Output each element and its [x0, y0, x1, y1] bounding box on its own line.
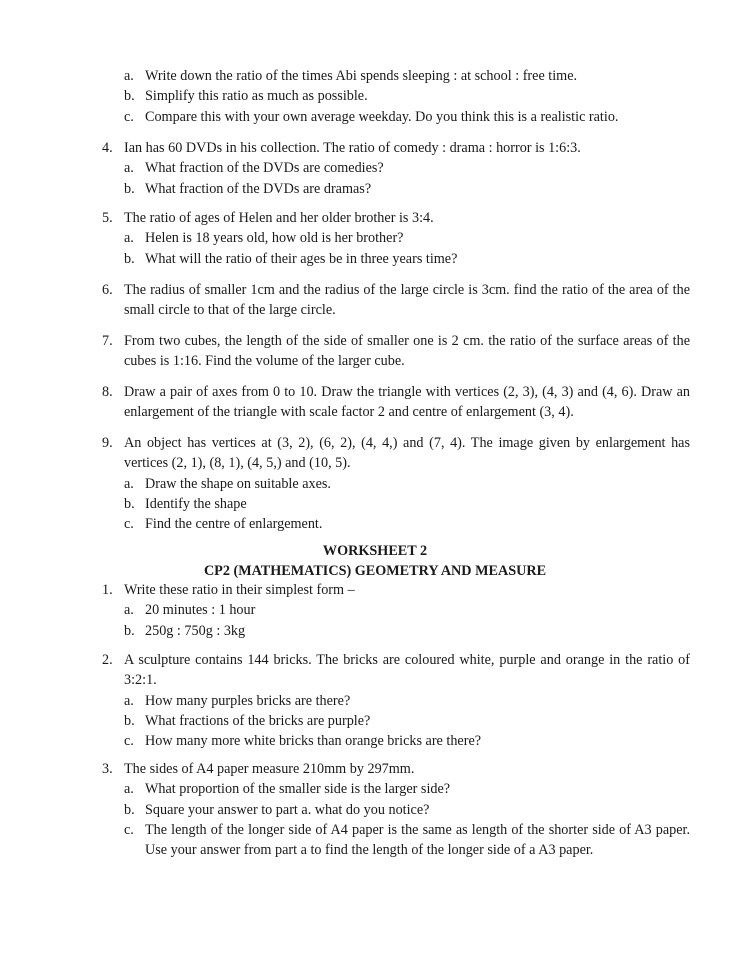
sub-question-text: What fraction of the DVDs are dramas? — [145, 180, 372, 197]
sub-question — [102, 711, 690, 731]
question-text: A sculpture contains 144 bricks. The bricks are coloured white, purple and orange in the ratio of 3:2:1. — [124, 652, 690, 689]
sub-question-text: 250g : 750g : 3kg — [145, 622, 246, 639]
sub-question-letter: c. — [124, 733, 134, 750]
sub-question — [102, 249, 690, 269]
question-number: 2. — [102, 652, 113, 668]
question-number: 3. — [102, 761, 113, 777]
sub-question-text: What fraction of the DVDs are comedies? — [145, 160, 384, 177]
sub-question-text: How many more white bricks than orange bricks are there? — [145, 733, 482, 750]
sub-question — [102, 600, 690, 620]
question — [102, 759, 690, 860]
sub-question — [102, 86, 690, 106]
question-text: From two cubes, the length of the side of smaller one is 2 cm. the ratio of the surface areas of the cubes is 1:16. Find the volume of the larger cube. — [124, 333, 690, 370]
sub-question — [102, 66, 690, 86]
sub-question — [102, 691, 690, 711]
sub-question-text: Square your answer to part a. what do you notice? — [145, 801, 430, 818]
sub-question-letter: a. — [124, 230, 134, 247]
worksheet-subtitle: CP2 (MATHEMATICS) GEOMETRY AND MEASURE — [203, 563, 547, 579]
sub-question-text: Identify the shape — [145, 495, 247, 512]
question-line — [102, 650, 690, 691]
sub-question — [102, 474, 690, 494]
sub-question-letter: b. — [124, 88, 135, 105]
sub-question-letter: a. — [124, 602, 134, 619]
sub-question — [102, 514, 690, 534]
question — [102, 433, 690, 534]
sub-question-letter: a. — [124, 692, 134, 709]
question-line — [102, 331, 690, 372]
sub-question — [102, 494, 690, 514]
sub-question-text: 20 minutes : 1 hour — [145, 602, 256, 619]
question-line — [102, 759, 690, 779]
question-line — [102, 382, 690, 423]
sub-question-text: Simplify this ratio as much as possible. — [145, 88, 368, 105]
question-line — [102, 433, 690, 474]
question-3-continuation — [102, 66, 690, 127]
question-line — [102, 280, 690, 321]
sub-question-letter: b. — [124, 495, 135, 512]
sub-question-text: Draw the shape on suitable axes. — [145, 475, 331, 492]
question-number: 8. — [102, 384, 113, 400]
question-number: 9. — [102, 435, 113, 451]
sub-question — [102, 107, 690, 127]
question-text: The radius of smaller 1cm and the radius of the large circle is 3cm. find the ratio of the area of the small circle to that of the large circle. — [124, 282, 690, 319]
sub-question-letter: b. — [124, 622, 135, 639]
question-text: Ian has 60 DVDs in his collection. The ratio of comedy : drama : horror is 1:6:3. — [124, 140, 581, 156]
sub-question-text: What fractions of the bricks are purple? — [145, 712, 371, 729]
sub-question-letter: b. — [124, 180, 135, 197]
question — [102, 650, 690, 751]
question-line — [102, 580, 690, 600]
sub-question-letter: a. — [124, 781, 134, 798]
question-number: 4. — [102, 140, 113, 156]
sub-question-letter: a. — [124, 68, 134, 84]
question-line — [102, 138, 690, 158]
question — [102, 280, 690, 321]
sub-question — [102, 228, 690, 248]
sub-question-text: Helen is 18 years old, how old is her brother? — [145, 230, 404, 247]
sub-question-text: How many purples bricks are there? — [145, 692, 351, 709]
question-number: 7. — [102, 333, 113, 349]
sub-question — [102, 820, 690, 861]
question — [102, 208, 690, 269]
sub-question-text: Compare this with your own average weekday. Do you think this is a realistic ratio. — [145, 108, 619, 125]
question-text: The sides of A4 paper measure 210mm by 297mm. — [124, 761, 415, 777]
sub-question-text: Find the centre of enlargement. — [145, 516, 323, 533]
sub-question-letter: a. — [124, 160, 134, 177]
question-number: 1. — [102, 582, 113, 598]
sub-question — [102, 158, 690, 178]
sub-question-letter: b. — [124, 250, 135, 267]
question — [102, 382, 690, 423]
sub-question — [102, 731, 690, 751]
worksheet-title: WORKSHEET 2 — [322, 543, 428, 559]
question-text: The ratio of ages of Helen and her older brother is 3:4. — [124, 210, 434, 226]
sub-question-letter: c. — [124, 108, 134, 125]
question-number: 5. — [102, 210, 113, 226]
question-text: An object has vertices at (3, 2), (6, 2), (4, 4,) and (7, 4). The image given by enlargement has vertices (2, 1), (8, 1), (4, 5,) and (10, 5). — [124, 435, 690, 472]
question — [102, 138, 690, 199]
sub-question — [102, 779, 690, 799]
question-number: 6. — [102, 282, 113, 298]
sub-question-text: The length of the longer side of A4 paper is the same as length of the shorter side of A3 paper. Use your answer from part a to find the length of the longer side of a A3 paper. — [145, 821, 690, 859]
sub-question-letter: b. — [124, 801, 135, 818]
sub-question-text: Write down the ratio of the times Abi spends sleeping : at school : free time. — [145, 68, 578, 84]
sub-question-letter: b. — [124, 712, 135, 729]
sub-question-letter: a. — [124, 475, 134, 492]
sub-question-text: What will the ratio of their ages be in three years time? — [145, 250, 458, 267]
sub-question-text: What proportion of the smaller side is the larger side? — [145, 781, 451, 798]
question — [102, 331, 690, 372]
question — [102, 580, 690, 641]
sub-question — [102, 800, 690, 820]
sub-question — [102, 179, 690, 199]
question-text: Write these ratio in their simplest form – — [124, 582, 355, 598]
question-text: Draw a pair of axes from 0 to 10. Draw the triangle with vertices (2, 3), (4, 3) and (4, 6). Draw an enlargement of the triangle with scale factor 2 and centre of enlargement (3, 4). — [124, 384, 690, 421]
sub-question-letter: c. — [124, 516, 134, 533]
sub-question — [102, 621, 690, 641]
question-line — [102, 208, 690, 228]
sub-question-letter: c. — [124, 821, 134, 838]
